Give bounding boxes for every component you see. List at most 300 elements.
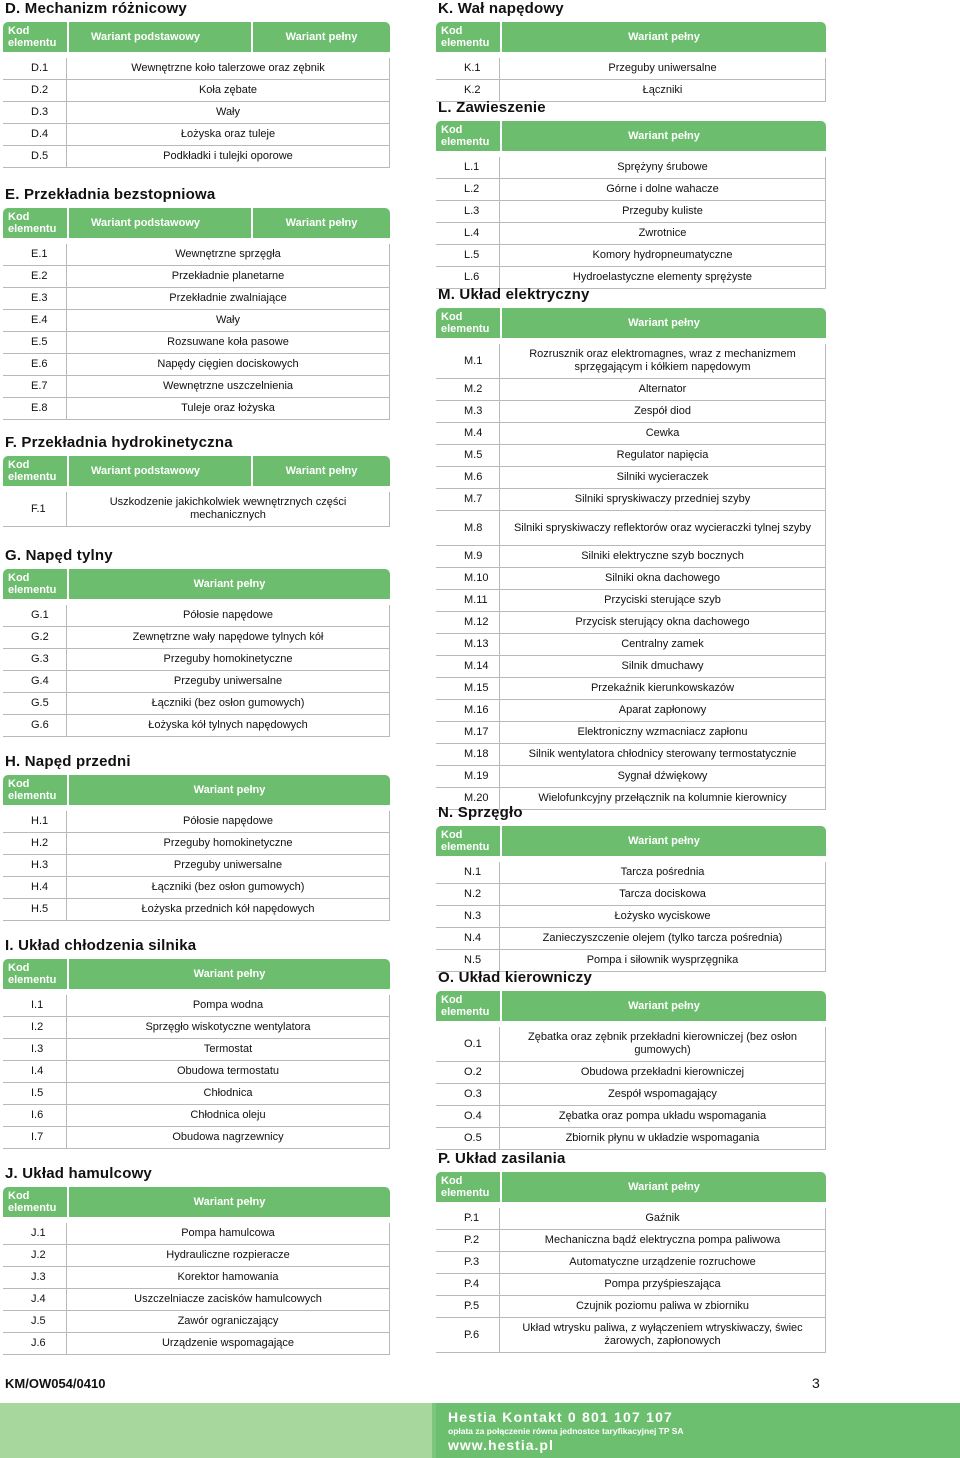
element-code: G.6: [3, 715, 67, 736]
element-code: J.1: [3, 1223, 67, 1244]
element-description: Mechaniczna bądź elektryczna pompa paliwowa: [544, 1234, 781, 1246]
section-title: N. Sprzęgło: [438, 804, 523, 821]
table-row: [3, 124, 390, 146]
element-description: Przekładnie planetarne: [171, 270, 285, 282]
element-code: G.2: [3, 627, 67, 648]
element-description: Przekaźnik kierunkowskazów: [590, 682, 735, 694]
table-row: [436, 245, 826, 267]
table-row: [3, 398, 390, 420]
table-row: [3, 244, 390, 266]
table-row: [436, 423, 826, 445]
element-code: G.5: [3, 693, 67, 714]
element-code: M.14: [436, 656, 500, 677]
element-code: L.1: [436, 157, 500, 178]
section-j: [3, 1165, 390, 1355]
table-row: [3, 649, 390, 671]
element-code: N.5: [436, 950, 500, 971]
table-row: [436, 1274, 826, 1296]
element-description: Przeguby uniwersalne: [173, 675, 283, 687]
element-description: Półosie napędowe: [183, 609, 273, 621]
element-code: P.5: [436, 1296, 500, 1317]
table-row: [3, 1267, 390, 1289]
element-description: Obudowa przekładni kierowniczej: [580, 1066, 745, 1078]
table-row: [3, 1127, 390, 1149]
column-header-basic: Wariant podstawowy: [69, 208, 251, 238]
element-description: Przeguby kuliste: [622, 205, 703, 217]
table-row: [436, 766, 826, 788]
element-code: P.3: [436, 1252, 500, 1273]
element-code: M.20: [436, 788, 500, 809]
element-code: M.8: [436, 511, 500, 545]
column-header-full: Wariant pełny: [502, 121, 826, 151]
element-code: E.1: [3, 244, 67, 265]
column-header-code: [3, 959, 67, 989]
table-row: [3, 58, 390, 80]
column-header-code: [3, 1187, 67, 1217]
table-header: [3, 456, 390, 486]
element-code: N.2: [436, 884, 500, 905]
element-code: O.3: [436, 1084, 500, 1105]
kod-line-2: elementu: [441, 136, 490, 148]
element-code: E.4: [3, 310, 67, 331]
element-code: I.6: [3, 1105, 67, 1126]
table-row: [436, 1084, 826, 1106]
table-row: [3, 332, 390, 354]
table-row: [436, 744, 826, 766]
element-code: M.5: [436, 445, 500, 466]
table-row: [3, 855, 390, 877]
element-description: Termostat: [203, 1043, 253, 1055]
table-row: [436, 1128, 826, 1150]
table-row: [3, 1083, 390, 1105]
column-header-code: [436, 826, 500, 856]
kod-line-2: elementu: [441, 1187, 490, 1199]
section-title: H. Napęd przedni: [5, 753, 131, 770]
element-code: E.3: [3, 288, 67, 309]
kod-line-2: elementu: [441, 841, 490, 853]
element-description: Koła zębate: [198, 84, 258, 96]
element-code: M.1: [436, 344, 500, 378]
section-title: G. Napęd tylny: [5, 547, 113, 564]
contact-line: Hestia Kontakt 0 801 107 107: [448, 1409, 674, 1425]
column-header-full: Wariant pełny: [69, 1187, 390, 1217]
element-description: Łożyska kół tylnych napędowych: [148, 719, 308, 731]
element-code: D.4: [3, 124, 67, 145]
table-row: [3, 288, 390, 310]
column-header-code: [436, 308, 500, 338]
element-code: O.5: [436, 1128, 500, 1149]
element-code: D.5: [3, 146, 67, 167]
table-row: [3, 671, 390, 693]
table-header: [436, 991, 826, 1021]
section-p: [436, 1150, 826, 1353]
element-code: P.4: [436, 1274, 500, 1295]
section-d: [3, 0, 390, 168]
kod-line-2: elementu: [8, 790, 57, 802]
column-header-code: [436, 991, 500, 1021]
element-description: Napędy cięgien dociskowych: [157, 358, 299, 370]
table-row: [436, 906, 826, 928]
table-row: [3, 1223, 390, 1245]
element-code: E.2: [3, 266, 67, 287]
kod-line-2: elementu: [8, 37, 57, 49]
element-code: P.1: [436, 1208, 500, 1229]
table-row: [3, 102, 390, 124]
table-row: [436, 179, 826, 201]
element-code: F.1: [3, 492, 67, 526]
element-description: Wały: [215, 314, 241, 326]
element-code: J.3: [3, 1267, 67, 1288]
element-description: Zespół diod: [634, 405, 691, 417]
column-header-code: [3, 456, 67, 486]
table-row: [436, 511, 826, 546]
section-title: K. Wał napędowy: [438, 0, 564, 17]
element-code: H.2: [3, 833, 67, 854]
table-row: [436, 656, 826, 678]
table-row: [436, 546, 826, 568]
footer-contact: [448, 1409, 684, 1453]
table-header: [3, 775, 390, 805]
table-row: [436, 634, 826, 656]
column-header-code: [3, 775, 67, 805]
element-code: P.6: [436, 1318, 500, 1352]
table-row: [3, 605, 390, 627]
kod-line-1: Kod: [441, 1175, 463, 1187]
kod-line-1: Kod: [8, 962, 30, 974]
table-row: [3, 1333, 390, 1355]
element-description: Urządzenie wspomagające: [161, 1337, 295, 1349]
element-description: Cewka: [645, 427, 680, 439]
column-header-code: [436, 121, 500, 151]
table-header: [3, 208, 390, 238]
column-header-code: [3, 569, 67, 599]
element-code: M.11: [436, 590, 500, 611]
element-code: M.13: [436, 634, 500, 655]
table-row: [3, 627, 390, 649]
column-header-full: Wariant pełny: [69, 775, 390, 805]
element-description: Zwrotnice: [638, 227, 687, 239]
element-code: L.4: [436, 223, 500, 244]
table-row: [436, 1062, 826, 1084]
element-code: I.4: [3, 1061, 67, 1082]
table-header: [436, 308, 826, 338]
kod-line-1: Kod: [441, 311, 463, 323]
element-code: M.19: [436, 766, 500, 787]
table-row: [3, 877, 390, 899]
kod-line-1: Kod: [8, 1190, 30, 1202]
element-description: Półosie napędowe: [183, 815, 273, 827]
table-row: [436, 1296, 826, 1318]
contact-note: opłata za połączenie równa jednostce taryfikacyjnej TP SA: [448, 1426, 684, 1436]
element-description: Przycisk sterujący okna dachowego: [575, 616, 750, 628]
section-title: E. Przekładnia bezstopniowa: [5, 186, 216, 203]
table-row: [436, 722, 826, 744]
column-header-full: Wariant pełny: [502, 308, 826, 338]
section-f: [3, 434, 390, 527]
section-g: [3, 547, 390, 737]
element-description: Rozsuwane koła pasowe: [167, 336, 289, 348]
table-row: [436, 1318, 826, 1353]
element-description: Przyciski sterujące szyb: [604, 594, 721, 606]
document-code: KM/OW054/0410: [5, 1376, 106, 1391]
element-code: E.7: [3, 376, 67, 397]
table-row: [3, 376, 390, 398]
kod-line-2: elementu: [441, 323, 490, 335]
section-title: F. Przekładnia hydrokinetyczna: [5, 434, 233, 451]
kod-line-2: elementu: [8, 471, 57, 483]
element-description: Zawór ograniczający: [177, 1315, 279, 1327]
element-description: Silniki okna dachowego: [605, 572, 720, 584]
table-row: [3, 146, 390, 168]
table-row: [436, 58, 826, 80]
element-description: Układ wtrysku paliwa, z wyłączeniem wtryskiwaczy, świec żarowych, zapłonowych: [522, 1322, 803, 1347]
kod-line-1: Kod: [8, 459, 30, 471]
table-header: [436, 826, 826, 856]
element-code: H.3: [3, 855, 67, 876]
element-description: Gaźnik: [645, 1212, 680, 1224]
website-link[interactable]: www.hestia.pl: [448, 1437, 554, 1453]
element-description: Alternator: [638, 383, 687, 395]
table-row: [3, 899, 390, 921]
table-row: [436, 344, 826, 379]
section-m: [436, 286, 826, 810]
element-code: D.3: [3, 102, 67, 123]
table-row: [436, 1230, 826, 1252]
element-code: N.1: [436, 862, 500, 883]
element-code: I.5: [3, 1083, 67, 1104]
table-row: [3, 833, 390, 855]
element-description: Łączniki (bez osłon gumowych): [151, 881, 305, 893]
element-description: Łożyska przednich kół napędowych: [141, 903, 315, 915]
section-l: [436, 99, 826, 289]
element-code: D.1: [3, 58, 67, 79]
element-description: Centralny zamek: [621, 638, 704, 650]
table-row: [436, 928, 826, 950]
element-code: M.18: [436, 744, 500, 765]
element-description: Zanieczyszczenie olejem (tylko tarcza pośrednia): [542, 932, 783, 944]
element-code: N.4: [436, 928, 500, 949]
section-k: [436, 0, 826, 102]
kod-line-2: elementu: [441, 37, 490, 49]
element-code: J.6: [3, 1333, 67, 1354]
table-header: [3, 22, 390, 52]
element-description: Automatyczne urządzenie rozruchowe: [569, 1256, 756, 1268]
element-code: G.4: [3, 671, 67, 692]
element-code: L.2: [436, 179, 500, 200]
element-description: Pompa wodna: [192, 999, 264, 1011]
element-description: Korektor hamowania: [177, 1271, 279, 1283]
kod-line-1: Kod: [441, 124, 463, 136]
table-row: [3, 1245, 390, 1267]
element-code: N.3: [436, 906, 500, 927]
element-code: J.2: [3, 1245, 67, 1266]
table-row: [436, 612, 826, 634]
element-description: Silniki elektryczne szyb bocznych: [581, 550, 744, 562]
element-description: Łożysko wyciskowe: [614, 910, 711, 922]
section-title: M. Układ elektryczny: [438, 286, 590, 303]
element-description: Łączniki: [642, 84, 683, 96]
column-header-full: Wariant pełny: [502, 826, 826, 856]
element-description: Sprzęgło wiskotyczne wentylatora: [145, 1021, 311, 1033]
element-code: M.3: [436, 401, 500, 422]
element-description: Łożyska oraz tuleje: [180, 128, 276, 140]
table-header: [3, 959, 390, 989]
section-title: D. Mechanizm różnicowy: [5, 0, 187, 17]
table-header: [3, 569, 390, 599]
table-header: [3, 1187, 390, 1217]
section-title: O. Układ kierowniczy: [438, 969, 593, 986]
element-description: Pompa i siłownik wysprzęgnika: [586, 954, 739, 966]
column-header-full: Wariant pełny: [502, 991, 826, 1021]
element-description: Przeguby uniwersalne: [608, 62, 717, 74]
table-row: [3, 1039, 390, 1061]
column-header-full: Wariant pełny: [502, 22, 826, 52]
element-description: Wewnętrzne sprzęgła: [175, 248, 281, 260]
element-code: I.3: [3, 1039, 67, 1060]
kod-line-2: elementu: [8, 974, 57, 986]
element-code: M.7: [436, 489, 500, 510]
element-description: Sprężyny śrubowe: [617, 161, 708, 173]
element-description: Pompa przyśpieszająca: [604, 1278, 721, 1290]
element-code: H.1: [3, 811, 67, 832]
element-code: M.16: [436, 700, 500, 721]
column-header-basic: Wariant podstawowy: [69, 22, 251, 52]
table-row: [3, 266, 390, 288]
table-row: [436, 445, 826, 467]
element-code: L.6: [436, 267, 500, 288]
element-code: G.3: [3, 649, 67, 670]
kod-line-1: Kod: [441, 25, 463, 37]
kod-line-1: Kod: [441, 829, 463, 841]
table-header: [436, 22, 826, 52]
element-description: Uszkodzenie jakichkolwiek wewnętrznych części mechanicznych: [109, 496, 347, 521]
element-code: M.17: [436, 722, 500, 743]
table-row: [436, 467, 826, 489]
element-description: Silniki spryskiwaczy przedniej szyby: [574, 493, 751, 505]
element-description: Przeguby uniwersalne: [173, 859, 283, 871]
table-row: [436, 379, 826, 401]
section-o: [436, 969, 826, 1150]
element-description: Hydroelastyczne elementy sprężyste: [572, 271, 753, 283]
kod-line-2: elementu: [8, 1202, 57, 1214]
element-code: G.1: [3, 605, 67, 626]
element-code: M.9: [436, 546, 500, 567]
section-title: J. Układ hamulcowy: [5, 1165, 152, 1182]
element-description: Zbiornik płynu w układzie wspomagania: [565, 1132, 760, 1144]
table-row: [436, 1106, 826, 1128]
table-row: [3, 1311, 390, 1333]
table-row: [436, 1027, 826, 1062]
table-row: [3, 492, 390, 527]
element-description: Obudowa nagrzewnicy: [172, 1131, 284, 1143]
element-description: Rozrusznik oraz elektromagnes, wraz z mechanizmem sprzęgającym i kółkiem napędowym: [529, 348, 796, 373]
element-code: I.2: [3, 1017, 67, 1038]
kod-line-1: Kod: [8, 25, 30, 37]
element-code: M.12: [436, 612, 500, 633]
column-header-full: Wariant pełny: [253, 456, 390, 486]
table-row: [3, 995, 390, 1017]
section-h: [3, 753, 390, 921]
page-number: 3: [812, 1375, 820, 1391]
table-row: [436, 590, 826, 612]
element-code: K.2: [436, 80, 500, 101]
element-description: Tarcza pośrednia: [620, 866, 705, 878]
table-header: [436, 121, 826, 151]
element-description: Chłodnica oleju: [190, 1109, 266, 1121]
column-header-full: Wariant pełny: [502, 1172, 826, 1202]
kod-line-1: Kod: [8, 572, 30, 584]
kod-line-1: Kod: [8, 211, 30, 223]
kod-line-1: Kod: [441, 994, 463, 1006]
element-code: E.8: [3, 398, 67, 419]
table-row: [436, 201, 826, 223]
column-header-full: Wariant pełny: [69, 569, 390, 599]
element-code: M.6: [436, 467, 500, 488]
element-description: Przeguby homokinetyczne: [163, 653, 293, 665]
column-header-code: [3, 22, 67, 52]
table-row: [3, 1061, 390, 1083]
element-description: Elektroniczny wzmacniacz zapłonu: [577, 726, 748, 738]
element-code: I.1: [3, 995, 67, 1016]
element-code: M.4: [436, 423, 500, 444]
table-row: [3, 80, 390, 102]
column-header-basic: Wariant podstawowy: [69, 456, 251, 486]
element-description: Czujnik poziomu paliwa w zbiorniku: [575, 1300, 750, 1312]
element-description: Wielofunkcyjny przełącznik na kolumnie kierownicy: [538, 792, 787, 804]
element-description: Podkładki i tulejki oporowe: [163, 150, 293, 162]
kod-line-2: elementu: [8, 223, 57, 235]
element-description: Chłodnica: [203, 1087, 253, 1099]
table-row: [436, 223, 826, 245]
table-row: [436, 568, 826, 590]
element-code: M.2: [436, 379, 500, 400]
table-row: [436, 1252, 826, 1274]
section-e: [3, 186, 390, 420]
element-code: L.5: [436, 245, 500, 266]
section-title: I. Układ chłodzenia silnika: [5, 937, 197, 954]
column-header-full: Wariant pełny: [69, 959, 390, 989]
element-description: Wały: [215, 106, 241, 118]
element-description: Przekładnie zwalniające: [169, 292, 287, 304]
element-description: Pompa hamulcowa: [181, 1227, 275, 1239]
element-description: Łączniki (bez osłon gumowych): [151, 697, 305, 709]
element-description: Komory hydropneumatyczne: [592, 249, 733, 261]
element-code: O.1: [436, 1027, 500, 1061]
table-row: [3, 811, 390, 833]
element-description: Wewnętrzne koło talerzowe oraz zębnik: [131, 62, 325, 74]
element-code: O.4: [436, 1106, 500, 1127]
element-code: J.4: [3, 1289, 67, 1310]
column-header-full: Wariant pełny: [253, 22, 390, 52]
element-code: H.4: [3, 877, 67, 898]
element-code: M.15: [436, 678, 500, 699]
section-i: [3, 937, 390, 1149]
kod-line-2: elementu: [8, 584, 57, 596]
element-description: Tarcza dociskowa: [619, 888, 706, 900]
element-description: Zębatka oraz pompa układu wspomagania: [558, 1110, 767, 1122]
table-row: [436, 862, 826, 884]
element-description: Wewnętrzne uszczelnienia: [162, 380, 294, 392]
table-row: [3, 1017, 390, 1039]
kod-line-1: Kod: [8, 778, 30, 790]
element-description: Silniki wycieraczek: [616, 471, 709, 483]
element-code: J.5: [3, 1311, 67, 1332]
element-code: P.2: [436, 1230, 500, 1251]
element-description: Tuleje oraz łożyska: [181, 402, 275, 414]
table-row: [3, 310, 390, 332]
element-description: Silnik dmuchawy: [621, 660, 704, 672]
table-row: [3, 715, 390, 737]
